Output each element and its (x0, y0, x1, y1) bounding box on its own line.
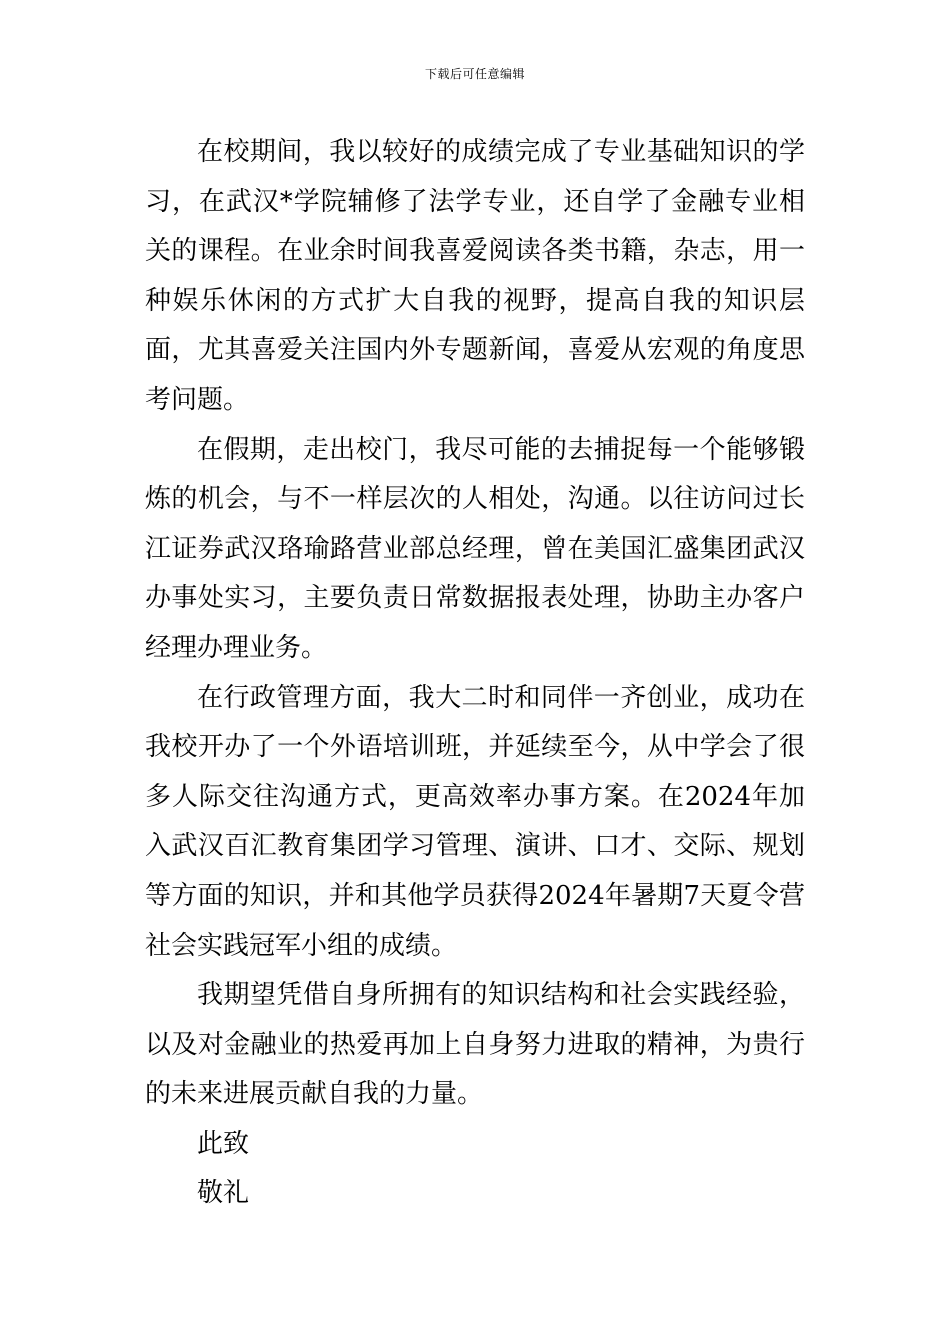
document-body (145, 128, 805, 1219)
page-header: 下载后可任意编辑 (424, 67, 525, 81)
closing-salutation: 此致 (197, 1128, 250, 1159)
paragraph-3: 在行政管理方面，我大二时和同伴一齐创业，成功在我校开办了一个外语培训班，并延续至今，从中学会了很多人际交往沟通方式，更高效率办事方案。在2024年加入武汉百汇教育集团学习管理、演讲、口才、交际、规划等方面的知识，并和其他学员获得2024年暑期7天夏令营社会实践冠军小组的成绩。 (145, 682, 805, 961)
paragraph-1: 在校期间，我以较好的成绩完成了专业基础知识的学习，在武汉*学院辅修了法学专业，还自学了金融专业相关的课程。在业余时间我喜爱阅读各类书籍，杂志，用一种娱乐休闲的方式扩大自我的视野，提高自我的知识层面，尤其喜爱关注国内外专题新闻，喜爱从宏观的角度思考问题。 (145, 137, 805, 415)
paragraph-4: 我期望凭借自身所拥有的知识结构和社会实践经验，以及对金融业的热爱再加上自身努力进取的精神，为贵行的未来进展贡献自我的力量。 (145, 980, 805, 1110)
closing-regards: 敬礼 (197, 1178, 250, 1209)
paragraph-2: 在假期，走出校门，我尽可能的去捕捉每一个能够锻炼的机会，与不一样层次的人相处，沟通。以往访问过长江证券武汉珞瑜路营业部总经理，曾在美国汇盛集团武汉办事处实习，主要负责日常数据报表处理，协助主办客户经理办理业务。 (145, 434, 805, 663)
